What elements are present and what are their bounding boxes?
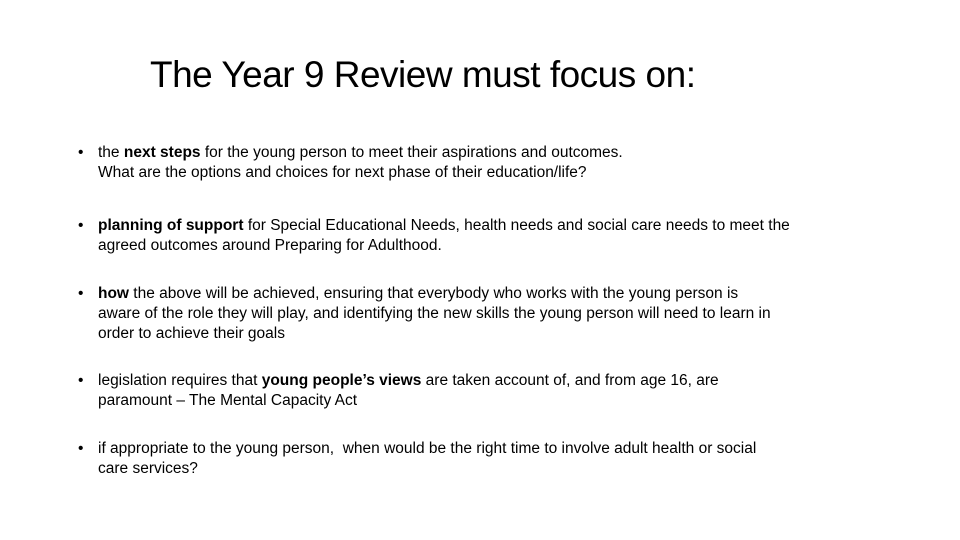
- bullet-line: [98, 236, 928, 256]
- bullet-line: [98, 391, 928, 411]
- bullet-symbol: •: [78, 372, 84, 389]
- bullet-text: [98, 439, 928, 479]
- bullet-line: [98, 304, 928, 324]
- bullet-line: [98, 371, 928, 391]
- bullet-line: [98, 216, 928, 236]
- text-run: are taken account of, and from age 16, are: [421, 372, 719, 389]
- bold-text-run: next steps: [123, 144, 201, 161]
- bold-text-run: how: [98, 285, 129, 302]
- bullet-line: [98, 284, 928, 304]
- bullet-text: [98, 284, 928, 344]
- bullet-line: [98, 459, 928, 479]
- text-run: for Special Educational Needs, health needs and social care needs to meet the: [243, 217, 790, 234]
- bullet-text: [98, 143, 928, 183]
- text-run: legislation requires that: [98, 372, 262, 389]
- bullet-line: [98, 439, 928, 459]
- bullet-line: [98, 324, 928, 344]
- bullet-text: [98, 371, 928, 411]
- bullet-line: [98, 163, 928, 183]
- bullet-line: [98, 143, 928, 163]
- text-run: for the young person to meet their aspirations and outcomes.: [200, 144, 623, 161]
- text-run: order to achieve their goals: [98, 325, 285, 342]
- text-run: paramount – The Mental Capacity Act: [98, 392, 358, 409]
- bullet-symbol: •: [78, 440, 84, 457]
- bullet-text: [98, 216, 928, 256]
- bullet-symbol: •: [78, 217, 84, 234]
- text-run: What are the options and choices for next phase of their education/life?: [98, 164, 587, 181]
- text-run: the: [98, 144, 124, 161]
- bold-text-run: planning of support: [98, 217, 244, 234]
- bullet-symbol: •: [78, 144, 84, 161]
- text-run: aware of the role they will play, and identifying the new skills the young person will need to learn in: [98, 305, 771, 322]
- slide-title: The Year 9 Review must focus on:: [150, 54, 696, 95]
- bullet-symbol: •: [78, 285, 84, 302]
- text-run: the above will be achieved, ensuring that everybody who works with the young person is: [129, 285, 739, 302]
- text-run: care services?: [98, 460, 198, 477]
- text-run: agreed outcomes around Preparing for Adulthood.: [98, 237, 442, 254]
- text-run: if appropriate to the young person, when would be the right time to involve adult health or social: [98, 440, 757, 457]
- bold-text-run: young people’s views: [261, 372, 422, 389]
